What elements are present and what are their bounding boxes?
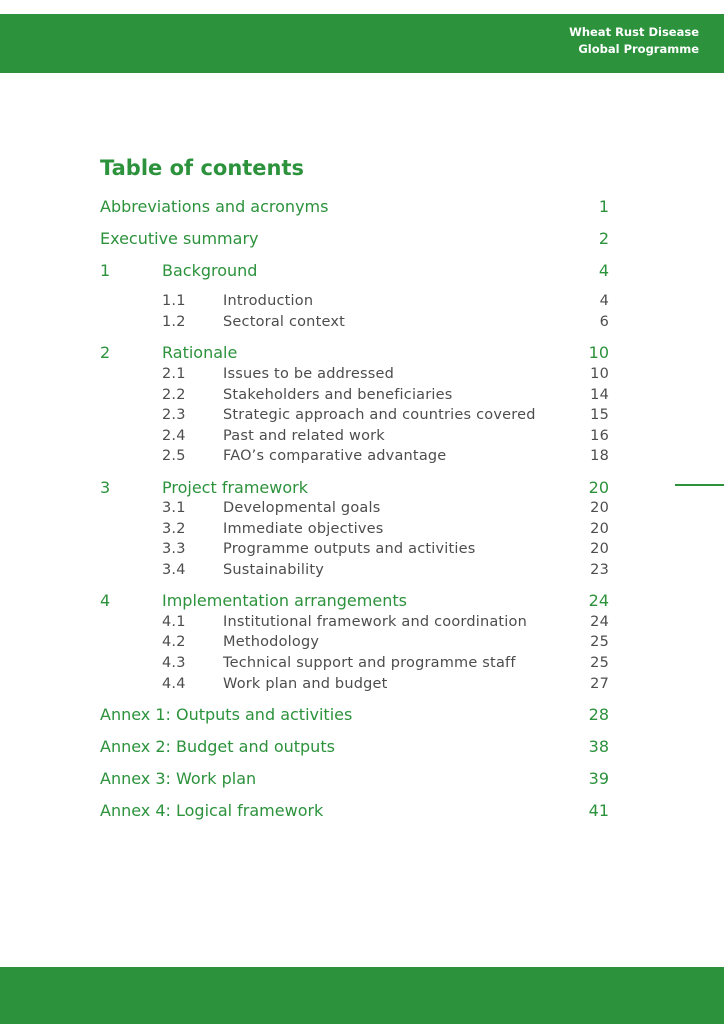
- toc-entry-annex-1[interactable]: [0, 704, 724, 726]
- toc-subentry-page: 14: [590, 387, 609, 403]
- side-rule: [675, 484, 724, 486]
- toc-subentry-4-2[interactable]: [0, 632, 724, 654]
- toc-entry-page: 2: [598, 229, 609, 248]
- toc-entry-label: Annex 2: Budget and outputs: [100, 737, 335, 756]
- toc-entry-label: Annex 3: Work plan: [100, 769, 257, 788]
- toc-subentry-label: Past and related work: [223, 428, 385, 444]
- toc-entry-section-2[interactable]: [0, 342, 724, 364]
- toc-entry-page: 38: [588, 737, 609, 756]
- toc-entry-section-1[interactable]: [0, 260, 724, 282]
- toc-entry-page: 1: [598, 197, 609, 216]
- toc-entry-label: Annex 4: Logical framework: [100, 801, 324, 820]
- toc-entry-annex-4[interactable]: [0, 800, 724, 822]
- toc-entry-label: Background: [162, 261, 258, 280]
- toc-subentry-number: 4.4: [162, 676, 186, 692]
- toc-subentry-page: 4: [599, 293, 609, 309]
- toc-subentry-2-1[interactable]: [0, 364, 724, 386]
- toc-entry-label: Abbreviations and acronyms: [100, 197, 329, 216]
- toc-entry-label: Project framework: [162, 478, 308, 497]
- toc-subentry-label: Strategic approach and countries covered: [223, 407, 536, 423]
- toc-subentry-number: 3.2: [162, 521, 186, 537]
- toc-subentry-3-4[interactable]: [0, 560, 724, 582]
- toc-entry-number: 2: [100, 343, 111, 362]
- toc-subentry-number: 3.4: [162, 562, 186, 578]
- toc-subentry-3-1[interactable]: [0, 498, 724, 520]
- toc-subentry-label: Stakeholders and beneficiaries: [223, 387, 453, 403]
- footer-band: [0, 967, 724, 1024]
- toc-subentry-number: 3.3: [162, 541, 186, 557]
- toc-subentry-2-5[interactable]: [0, 446, 724, 468]
- toc-subentry-label: Introduction: [223, 293, 314, 309]
- toc-subentry-label: Immediate objectives: [223, 521, 384, 537]
- toc-subentry-4-1[interactable]: [0, 612, 724, 634]
- toc-entry-label: Executive summary: [100, 229, 259, 248]
- toc-entry-section-3[interactable]: [0, 477, 724, 499]
- toc-subentry-label: Programme outputs and activities: [223, 541, 476, 557]
- toc-subentry-number: 1.2: [162, 314, 186, 330]
- toc-subentry-page: 27: [590, 676, 609, 692]
- toc-subentry-page: 20: [590, 521, 609, 537]
- toc-subentry-page: 15: [590, 407, 609, 423]
- toc-subentry-page: 20: [590, 541, 609, 557]
- toc-subentry-number: 2.3: [162, 407, 186, 423]
- toc-subentry-number: 2.5: [162, 448, 186, 464]
- header-line-2: Global Programme: [578, 42, 699, 56]
- toc-subentry-page: 25: [590, 655, 609, 671]
- toc-subentry-4-3[interactable]: [0, 653, 724, 675]
- toc-subentry-2-2[interactable]: [0, 385, 724, 407]
- toc-entry-annex-2[interactable]: [0, 736, 724, 758]
- toc-entry-page: 28: [588, 705, 609, 724]
- toc-subentry-label: Developmental goals: [223, 500, 381, 516]
- toc-subentry-number: 2.1: [162, 366, 186, 382]
- toc-subentry-number: 1.1: [162, 293, 186, 309]
- toc-subentry-number: 4.3: [162, 655, 186, 671]
- toc-subentry-page: 24: [590, 614, 609, 630]
- toc-subentry-page: 20: [590, 500, 609, 516]
- toc-subentry-label: Work plan and budget: [223, 676, 388, 692]
- toc-subentry-1-1[interactable]: [0, 291, 724, 313]
- toc-subentry-number: 3.1: [162, 500, 186, 516]
- toc-subentry-page: 10: [590, 366, 609, 382]
- toc-entry-page: 4: [598, 261, 609, 280]
- toc-subentry-2-4[interactable]: [0, 426, 724, 448]
- toc-subentry-page: 16: [590, 428, 609, 444]
- toc-entry-label: Annex 1: Outputs and activities: [100, 705, 353, 724]
- toc-subentry-label: Sectoral context: [223, 314, 345, 330]
- toc-entry-executive-summary[interactable]: [0, 228, 724, 250]
- toc-subentry-3-2[interactable]: [0, 519, 724, 541]
- toc-entry-annex-3[interactable]: [0, 768, 724, 790]
- toc-entry-label: Rationale: [162, 343, 238, 362]
- toc-subentry-page: 18: [590, 448, 609, 464]
- toc-entry-label: Implementation arrangements: [162, 591, 407, 610]
- toc-subentry-number: 2.2: [162, 387, 186, 403]
- header-line-1: Wheat Rust Disease: [569, 25, 699, 39]
- toc-entry-page: 41: [588, 801, 609, 820]
- toc-subentry-page: 6: [599, 314, 609, 330]
- toc-entry-section-4[interactable]: [0, 590, 724, 612]
- toc-subentry-number: 4.1: [162, 614, 186, 630]
- toc-subentry-1-2[interactable]: [0, 312, 724, 334]
- toc-subentry-label: Sustainability: [223, 562, 324, 578]
- toc-subentry-label: Methodology: [223, 634, 320, 650]
- toc-subentry-2-3[interactable]: [0, 405, 724, 427]
- toc-subentry-label: Technical support and programme staff: [223, 655, 516, 671]
- toc-subentry-4-4[interactable]: [0, 674, 724, 696]
- toc-subentry-number: 2.4: [162, 428, 186, 444]
- toc-subentry-number: 4.2: [162, 634, 186, 650]
- toc-subentry-page: 23: [590, 562, 609, 578]
- toc-entry-abbreviations[interactable]: [0, 196, 724, 218]
- toc-subentry-label: Issues to be addressed: [223, 366, 395, 382]
- toc-subentry-label: FAO’s comparative advantage: [223, 448, 447, 464]
- toc-entry-number: 3: [100, 478, 111, 497]
- page-title: Table of contents: [100, 156, 305, 180]
- toc-subentry-label: Institutional framework and coordination: [223, 614, 527, 630]
- toc-entry-page: 10: [588, 343, 609, 362]
- toc-entry-page: 39: [588, 769, 609, 788]
- toc-subentry-page: 25: [590, 634, 609, 650]
- toc-entry-number: 4: [100, 591, 111, 610]
- toc-entry-page: 24: [588, 591, 609, 610]
- toc-subentry-3-3[interactable]: [0, 539, 724, 561]
- toc-entry-page: 20: [588, 478, 609, 497]
- toc-entry-number: 1: [100, 261, 111, 280]
